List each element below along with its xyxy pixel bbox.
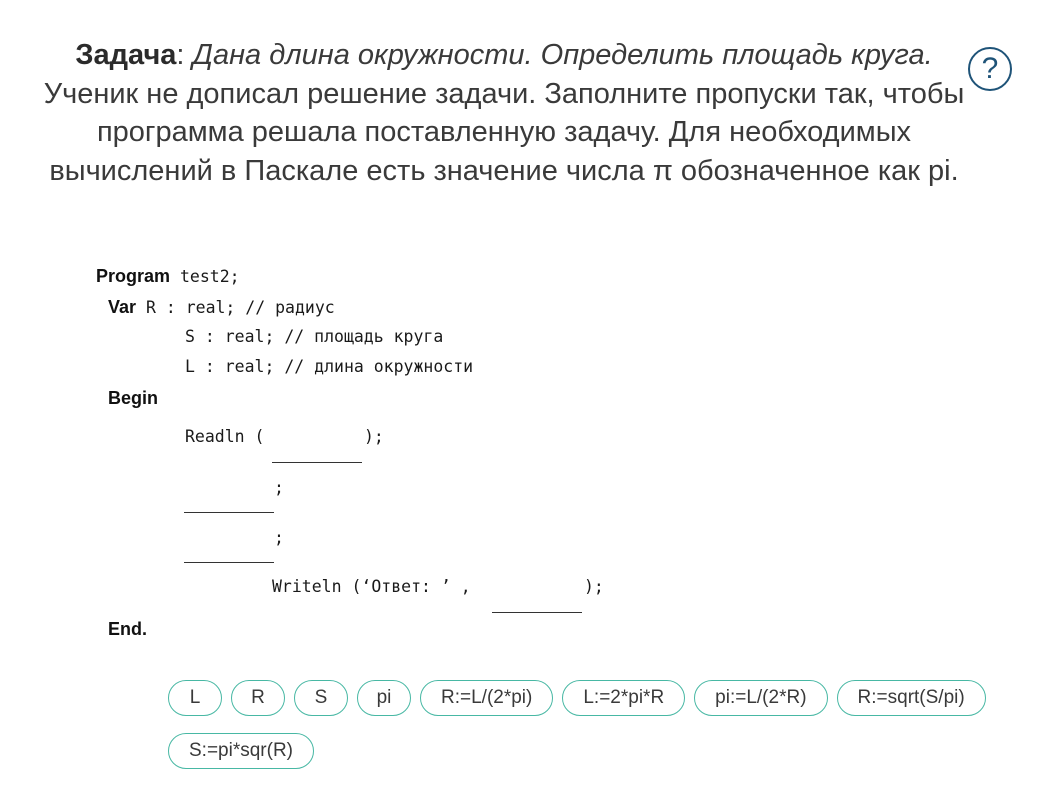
task-condition: Дана длина окружности. Определить площадь круга. [192,39,933,71]
program-name: test2; [170,267,240,286]
code-line-var-l [185,357,473,377]
option-chip-pi-from-l[interactable]: pi:=L/(2*R) [694,680,827,716]
var-s-declaration: S : real; // площадь круга [185,327,444,346]
task-text [30,36,978,190]
code-line-begin [108,388,158,409]
var-l-declaration: L : real; // длина окружности [185,357,474,376]
help-button[interactable] [968,47,1012,91]
code-readln-open: Readln ( [185,427,265,446]
keyword-end: End [108,619,142,639]
option-chip-L[interactable]: L [168,680,222,716]
blank-slot-2[interactable] [184,487,274,513]
option-chip-r-from-l[interactable]: R:=L/(2*pi) [420,680,553,716]
blank-slot-4[interactable] [492,587,582,613]
code-writeln-close: ); [584,577,604,596]
var-r-declaration: R : real; // радиус [136,298,335,317]
code-semicolon-2: ; [274,528,284,547]
option-chip-pi[interactable]: pi [357,680,411,716]
code-line-program [96,266,240,287]
option-chip-S[interactable]: S [294,680,348,716]
code-line-end [108,619,147,640]
code-readln-close: ); [364,427,384,446]
blank-slot-1[interactable] [272,437,362,463]
answer-options [168,680,1018,769]
option-chip-l-from-r[interactable]: L:=2*pi*R [562,680,685,716]
keyword-begin: Begin [108,388,159,408]
code-writeln-open: Writeln (‘Ответ: ’ , [272,577,471,596]
task-instruction: Ученик не дописал решение задачи. Заполните пропуски так, чтобы программа решала поставленную задачу. Для необходимых вычислений в Паскале есть значение числа π обозначенное как pi. [43,77,965,187]
keyword-var: Var [108,297,137,317]
task-separator: : [176,39,193,71]
code-line-var-r [108,297,335,318]
blank-slot-3[interactable] [184,537,274,563]
keyword-program: Program [96,266,171,286]
option-chip-s-from-r[interactable]: S:=pi*sqr(R) [168,733,314,769]
end-dot: . [142,619,148,639]
option-chip-r-from-s[interactable]: R:=sqrt(S/pi) [837,680,986,716]
task-label: Задача [75,39,177,71]
option-chip-R[interactable]: R [231,680,285,716]
code-semicolon-1: ; [274,478,284,497]
question-mark-icon: ? [981,51,999,85]
code-line-var-s [185,327,443,347]
